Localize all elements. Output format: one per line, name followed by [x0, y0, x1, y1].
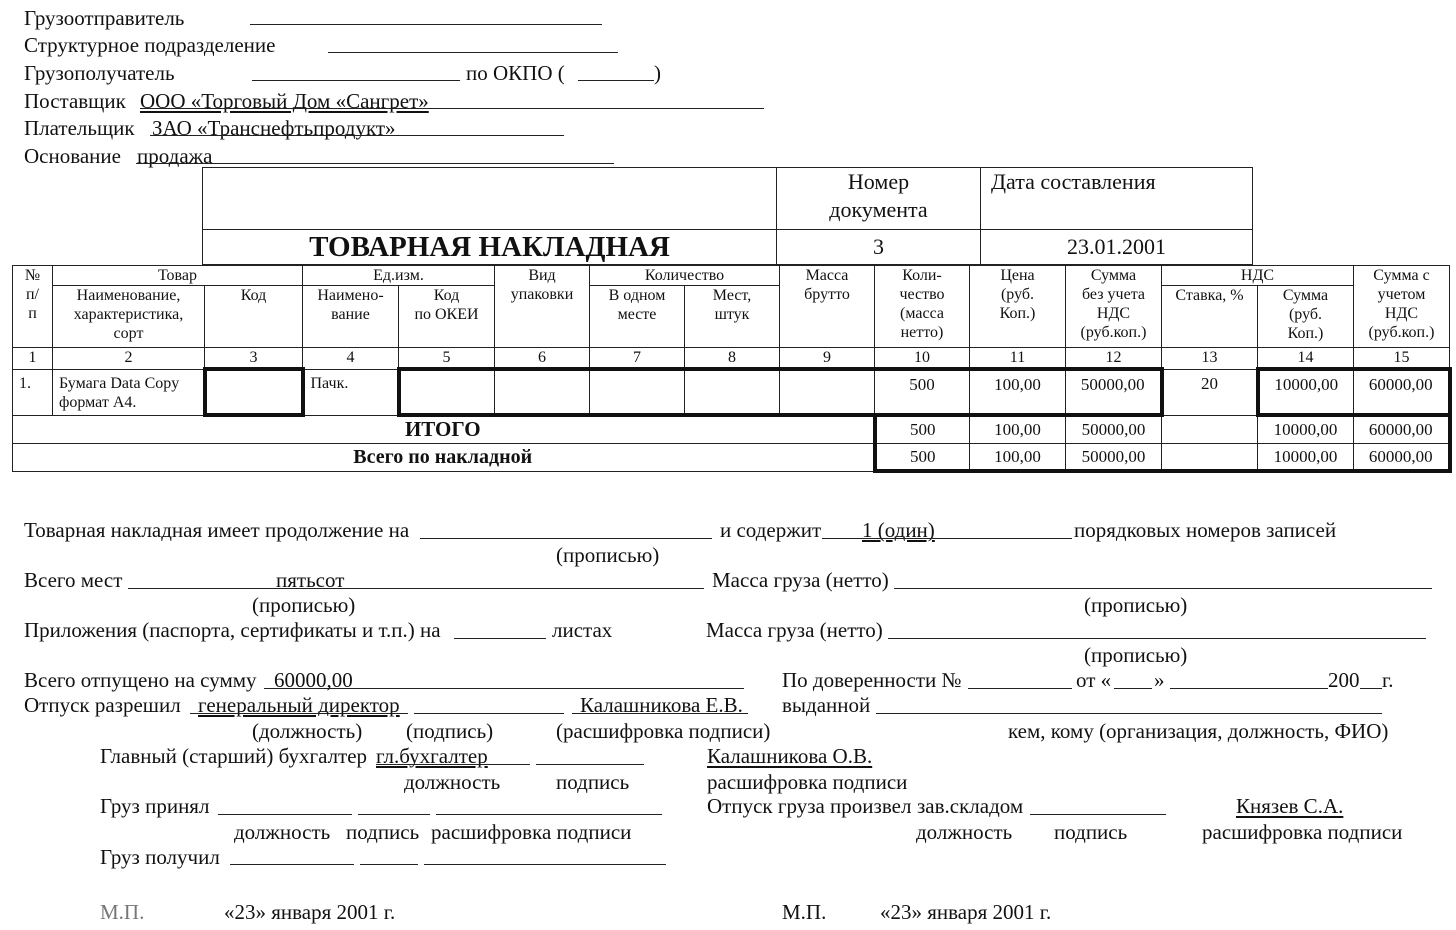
- row-name-2[interactable]: формат А4.: [59, 393, 137, 411]
- col-number: 12: [1066, 348, 1162, 370]
- col-number: 13: [1162, 348, 1258, 370]
- h-vat-sum-3: Коп.): [1287, 325, 1324, 342]
- date-left: «23» января 2001 г.: [224, 900, 396, 924]
- stamp-left: М.П.: [100, 900, 145, 924]
- accepted-position-field[interactable]: [218, 814, 352, 815]
- all-sum: 50000,00: [1066, 443, 1162, 471]
- col-number: 6: [495, 348, 590, 370]
- accepted-name-field[interactable]: [436, 814, 662, 815]
- all-vat: 10000,00: [1258, 443, 1354, 471]
- h-count-4: нетто): [900, 324, 944, 341]
- h-total-3: НДС: [1384, 305, 1419, 322]
- col-number: 10: [875, 348, 970, 370]
- h-unit-code-2: по ОКЕИ: [414, 306, 479, 323]
- released-field[interactable]: [264, 688, 744, 689]
- h-num-3: п: [28, 305, 37, 322]
- h-unit-code-1: Код: [433, 287, 460, 304]
- words-hint-4: (прописью): [1084, 643, 1188, 667]
- h-pack-2: упаковки: [510, 286, 574, 303]
- all-price: 100,00: [970, 443, 1066, 471]
- shipped-position: зав.складом: [917, 794, 1024, 818]
- proxy-label: По доверенности №: [782, 668, 962, 692]
- contains-label: и содержит: [720, 518, 822, 542]
- payer-value: ЗАО «Транснефтьпродукт»: [152, 116, 396, 140]
- h-num-2: п/: [25, 286, 39, 303]
- document-date[interactable]: 23.01.2001: [981, 230, 1253, 265]
- decode-hint: (расшифровка подписи): [556, 719, 771, 743]
- h-price-3: Коп.): [999, 305, 1036, 322]
- proxy-year-suffix: г.: [1382, 668, 1394, 692]
- permitted-signature-field[interactable]: [414, 713, 564, 714]
- stamp-right: М.П.: [782, 900, 827, 924]
- chief-decode-hint: расшифровка подписи: [707, 770, 908, 794]
- all-count: 500: [875, 443, 970, 471]
- permitted-label: Отпуск разрешил: [24, 693, 181, 717]
- chief-position: гл.бухгалтер: [376, 744, 488, 768]
- signature-hint: (подпись): [406, 719, 494, 743]
- all-label: Всего по накладной: [13, 443, 875, 471]
- row-vat-sum[interactable]: 10000,00: [1258, 369, 1354, 415]
- released-label: Всего отпущено на сумму: [24, 668, 257, 692]
- net-mass-field-1[interactable]: [894, 588, 1432, 589]
- h-goods-name-1: Наименование,: [76, 287, 181, 304]
- received-name-field[interactable]: [424, 864, 666, 865]
- document-number[interactable]: 3: [777, 230, 981, 265]
- okpo-field[interactable]: [578, 80, 654, 81]
- supplier-value: ООО «Торговый Дом «Сангрет»: [140, 89, 429, 113]
- division-label: Структурное подразделение: [24, 33, 276, 57]
- accepted-signature-field[interactable]: [358, 814, 430, 815]
- h-qty-one-2: месте: [617, 306, 657, 323]
- shipped-signature-hint: подпись: [1054, 820, 1128, 844]
- proxy-year-field[interactable]: [1360, 688, 1382, 689]
- row-count[interactable]: 500: [875, 369, 970, 415]
- net-mass-field-2[interactable]: [888, 638, 1426, 639]
- date-right: «23» января 2001 г.: [880, 900, 1052, 924]
- basis-field[interactable]: [136, 163, 614, 164]
- h-qty: Количество: [590, 266, 780, 286]
- h-count-3: (масса: [900, 305, 944, 322]
- payer-field[interactable]: [150, 135, 564, 136]
- accepted-position-hint: должность: [234, 820, 331, 844]
- permitted-name: Калашникова Е.В.: [580, 693, 743, 717]
- words-hint-1: (прописью): [556, 543, 660, 567]
- itogo-rate-cell: [1162, 415, 1258, 443]
- consignee-label: Грузополучатель: [24, 61, 175, 85]
- division-field[interactable]: [328, 52, 618, 53]
- net-mass-label-2: Масса груза (нетто): [706, 618, 883, 642]
- row-total[interactable]: 60000,00: [1354, 369, 1450, 415]
- supplier-field[interactable]: [140, 108, 764, 109]
- proxy-year-label: 200: [1328, 668, 1360, 692]
- row-vat-rate[interactable]: 20: [1162, 369, 1258, 415]
- h-price-1: Цена: [1000, 267, 1035, 284]
- accepted-decode-hint: расшифровка подписи: [431, 820, 632, 844]
- document-header-box: [202, 167, 1253, 265]
- itogo-row: [13, 415, 1450, 443]
- proxy-month-field[interactable]: [1170, 688, 1328, 689]
- h-vat-sum-1: Сумма: [1282, 287, 1329, 304]
- h-goods-name-3: сорт: [113, 325, 144, 342]
- col-number: 14: [1258, 348, 1354, 370]
- col-number: 4: [303, 348, 399, 370]
- row-okei-cell[interactable]: [399, 369, 495, 415]
- contains-value: 1 (один): [862, 518, 935, 542]
- h-sum-1: Сумма: [1090, 267, 1137, 284]
- net-mass-label-1: Масса груза (нетто): [712, 568, 889, 592]
- chief-position-hint: должность: [404, 770, 501, 794]
- h-count-2: чество: [899, 286, 945, 303]
- accepted-signature-hint: подпись: [346, 820, 420, 844]
- places-field[interactable]: [128, 588, 704, 589]
- received-signature-field[interactable]: [360, 864, 418, 865]
- issued-label: выданной: [782, 693, 871, 717]
- supplier-label: Поставщик: [24, 89, 126, 113]
- released-value: 60000,00: [274, 668, 353, 692]
- col-number: 7: [590, 348, 685, 370]
- col-number: 15: [1354, 348, 1450, 370]
- h-goods-code: Код: [205, 286, 303, 348]
- okpo-close: ): [654, 61, 661, 85]
- okpo-label: по ОКПО (: [466, 61, 565, 85]
- row-mass-cell[interactable]: [780, 369, 875, 415]
- chief-name: Калашникова О.В.: [707, 744, 873, 768]
- h-qty-one-1: В одном: [608, 287, 666, 304]
- payer-label: Плательщик: [24, 116, 135, 140]
- places-value: пятьсот: [276, 568, 345, 592]
- places-label: Всего мест: [24, 568, 123, 592]
- words-hint-2: (прописью): [252, 593, 356, 617]
- h-pack-1: Вид: [528, 267, 556, 284]
- number-label-1: Номер: [847, 169, 910, 194]
- row-pack-cell[interactable]: [495, 369, 590, 415]
- attachments-field[interactable]: [454, 638, 546, 639]
- h-mass-2: брутто: [804, 286, 850, 303]
- itogo-price: 100,00: [970, 415, 1066, 443]
- column-numbers-row: [13, 348, 1450, 370]
- proxy-from-close: »: [1154, 668, 1165, 692]
- permitted-name-field[interactable]: [572, 713, 748, 714]
- col-number: 3: [205, 348, 303, 370]
- position-hint: (должность): [252, 719, 363, 743]
- contains-field[interactable]: [822, 538, 1072, 539]
- itogo-vat: 10000,00: [1258, 415, 1354, 443]
- col-number: 9: [780, 348, 875, 370]
- row-qty-places-cell[interactable]: [685, 369, 780, 415]
- row-unit[interactable]: Пачк.: [303, 369, 399, 415]
- h-total-2: учетом: [1377, 286, 1426, 303]
- itogo-sum: 50000,00: [1066, 415, 1162, 443]
- basis-value: продажа: [137, 144, 213, 168]
- issued-field[interactable]: [876, 713, 1382, 714]
- col-number: 5: [399, 348, 495, 370]
- proxy-day-field[interactable]: [1114, 688, 1152, 689]
- shipped-label: Отпуск груза произвел: [707, 794, 912, 818]
- itogo-total: 60000,00: [1354, 415, 1450, 443]
- attachments-label: Приложения (паспорта, сертификаты и т.п.) на: [24, 618, 441, 642]
- itogo-count: 500: [875, 415, 970, 443]
- accepted-label: Груз принял: [100, 794, 210, 818]
- h-sum-4: (руб.коп.): [1080, 324, 1147, 341]
- col-number: 11: [970, 348, 1066, 370]
- h-goods-name-2: характеристика,: [73, 306, 184, 323]
- shipped-position-hint: должность: [916, 820, 1013, 844]
- row-qty-one-cell[interactable]: [590, 369, 685, 415]
- continuation-label: Товарная накладная имеет продолжение на: [24, 518, 410, 542]
- goods-table: [12, 265, 1452, 473]
- h-total-4: (руб.коп.): [1368, 324, 1435, 341]
- continuation-field[interactable]: [420, 538, 712, 539]
- h-unit: Ед.изм.: [303, 266, 495, 286]
- document-title: ТОВАРНАЯ НАКЛАДНАЯ: [203, 230, 777, 265]
- date-label: Дата составления: [981, 168, 1253, 230]
- shipper-label: Грузоотправитель: [24, 6, 185, 30]
- all-rate-cell: [1162, 443, 1258, 471]
- row-name-1[interactable]: Бумага Data Copy: [59, 374, 180, 392]
- proxy-from-label: от «: [1076, 668, 1112, 692]
- h-sum-2: без учета: [1082, 286, 1145, 303]
- words-hint-3: (прописью): [1084, 593, 1188, 617]
- received-label: Груз получил: [100, 845, 220, 869]
- basis-label: Основание: [24, 144, 121, 168]
- col-number: 2: [53, 348, 205, 370]
- chief-signature-hint: подпись: [556, 770, 630, 794]
- all-total: 60000,00: [1354, 443, 1450, 471]
- h-price-2: (руб.: [1000, 286, 1035, 303]
- permitted-position-field[interactable]: [190, 713, 408, 714]
- h-vat-sum-2: (руб.: [1288, 306, 1323, 323]
- all-row: [13, 443, 1450, 471]
- itogo-label: ИТОГО: [13, 415, 875, 443]
- h-vat: НДС: [1162, 266, 1354, 286]
- h-goods: Товар: [53, 266, 303, 286]
- col-number: 1: [13, 348, 53, 370]
- row-sum[interactable]: 50000,00: [1066, 369, 1162, 415]
- h-sum-3: НДС: [1096, 305, 1131, 322]
- h-qty-places-2: штук: [714, 306, 750, 323]
- title-spacer: [203, 168, 777, 230]
- h-unit-name-1: Наимено-: [317, 287, 384, 304]
- chief-position-field[interactable]: [376, 764, 530, 765]
- shipped-signature-field[interactable]: [1030, 814, 1166, 815]
- table-row: [13, 369, 1450, 415]
- records-label: порядковых номеров записей: [1074, 518, 1337, 542]
- proxy-number-field[interactable]: [968, 688, 1072, 689]
- whom-hint: кем, кому (организация, должность, ФИО): [1008, 719, 1389, 743]
- consignee-field[interactable]: [252, 80, 460, 81]
- sheets-label: листах: [552, 618, 613, 642]
- h-vat-rate: Ставка, %: [1162, 286, 1258, 348]
- h-num-1: №: [24, 267, 41, 284]
- chief-label: Главный (старший) бухгалтер: [100, 744, 368, 768]
- shipper-field[interactable]: [250, 24, 602, 25]
- h-qty-places-1: Мест,: [712, 287, 752, 304]
- shipped-decode-hint: расшифровка подписи: [1202, 820, 1403, 844]
- row-price[interactable]: 100,00: [970, 369, 1066, 415]
- h-unit-name-2: вание: [331, 306, 370, 323]
- h-mass-1: Масса: [805, 267, 849, 284]
- number-label-2: документа: [829, 197, 928, 222]
- h-total-1: Сумма с: [1373, 267, 1430, 284]
- row-num: 1.: [13, 369, 53, 415]
- permitted-position: генеральный директор: [198, 693, 400, 717]
- row-goods-code-cell[interactable]: [205, 369, 303, 415]
- h-count-1: Коли-: [902, 267, 942, 284]
- col-number: 8: [685, 348, 780, 370]
- shipped-name: Князев С.А.: [1236, 794, 1344, 818]
- received-position-field[interactable]: [230, 864, 354, 865]
- chief-signature-field[interactable]: [536, 764, 644, 765]
